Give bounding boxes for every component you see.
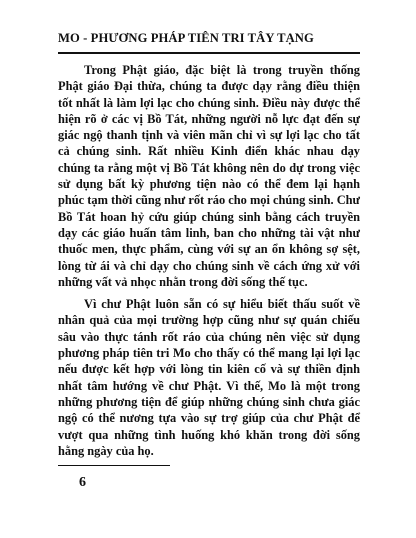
footnote-rule: [58, 465, 170, 466]
running-header: MO - PHƯƠNG PHÁP TIÊN TRI TÂY TẠNG: [58, 31, 314, 45]
header-rule: [58, 52, 360, 54]
paragraph-2: Vì chư Phật luôn sẵn có sự hiểu biết thấu suốt về nhân quả của mọi trường hợp cũng như sự quán chiếu sâu vào thực tánh rốt ráo của chúng nên việc sử dụng phương pháp tiên tri Mo cho thấy có thể mang lại lợi lạc nếu được kết hợp với lòng tin kiên cố và sự thiền định nhất tâm hướng về chư Phật. Vì thế, Mo là một trong những phương tiện để giúp những chúng sinh chưa giác ngộ có thể nương tựa vào sự trợ giúp của chư Phật để vượt qua những tình huống khó khăn trong đời sống hằng ngày của họ.: [58, 297, 360, 458]
paragraph-1: Trong Phật giáo, đặc biệt là trong truyền thống Phật giáo Đại thừa, chúng ta được dạy rằng điều thiện tốt nhất là làm lợi lạc cho chúng sinh. Điều này được thể hiện rõ ở các vị Bồ Tát, những người nỗ lực đạt đến sự giác ngộ thanh tịnh và viên mãn chỉ vì sự lợi lạc cho tất cả chúng sinh. Rất nhiều Kinh điển khác nhau dạy chúng ta rằng một vị Bồ Tát không nên do dự trong việc sử dụng bất kỳ phương tiện nào có thể đem lại hạnh phúc tạm thời cũng như rốt ráo cho mọi chúng sinh. Chư Bồ Tát hoan hỷ cứu giúp chúng sinh bằng cách truyền dạy các giáo huấn tâm linh, ban cho những tài vật như thuốc men, thực phẩm, cùng với sự an ổn không sợ sệt, lòng từ ái và chỉ dạy cho chúng sinh về cách ứng xử với những vất vả nhọc nhằn trong đời sống thế tục.: [58, 63, 360, 289]
body-text: [58, 62, 360, 465]
page-number: 6: [79, 475, 86, 490]
